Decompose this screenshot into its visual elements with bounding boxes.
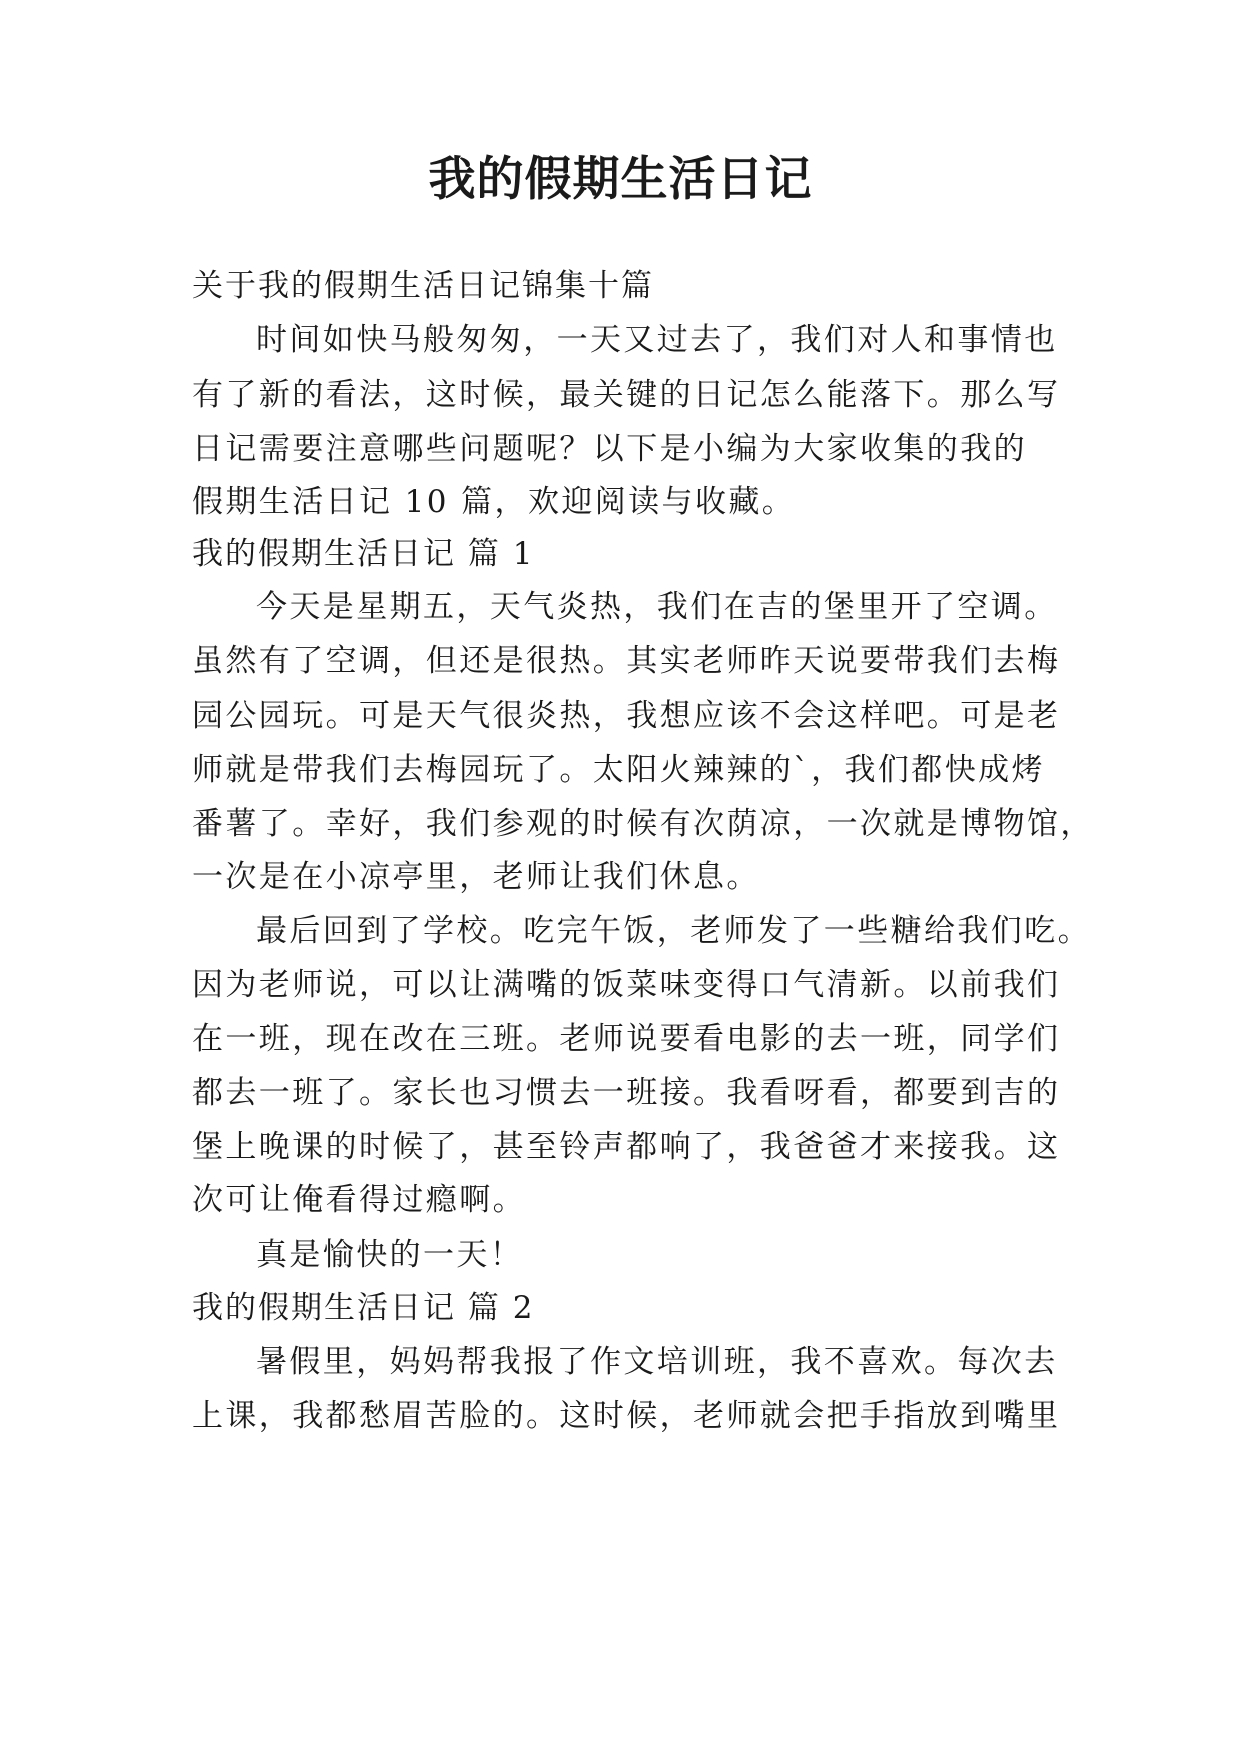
paragraph-line: 园公园玩。可是天气很炎热，我想应该不会这样吧。可是老: [192, 698, 1061, 734]
document-subtitle: 关于我的假期生活日记锦集十篇: [192, 268, 654, 304]
paragraph-line: 假期生活日记 10 篇，欢迎阅读与收藏。: [192, 484, 796, 520]
section-heading: 我的假期生活日记 篇 2: [192, 1290, 535, 1326]
paragraph-line: 一次是在小凉亭里，老师让我们休息。: [192, 859, 760, 895]
paragraph-line: 师就是带我们去梅园玩了。太阳火辣辣的`，我们都快成烤: [192, 752, 1045, 788]
paragraph-line: 番薯了。幸好，我们参观的时候有次荫凉，一次就是博物馆，: [192, 806, 1094, 842]
paragraph-line: 暑假里，妈妈帮我报了作文培训班，我不喜欢。每次去: [256, 1344, 1058, 1380]
paragraph-line: 虽然有了空调，但还是很热。其实老师昨天说要带我们去梅: [192, 643, 1061, 679]
paragraph-line: 上课，我都愁眉苦脸的。这时候，老师就会把手指放到嘴里: [192, 1398, 1061, 1434]
section-heading: 我的假期生活日记 篇 1: [192, 536, 535, 572]
paragraph-line: 在一班，现在改在三班。老师说要看电影的去一班，同学们: [192, 1021, 1061, 1057]
document-title: 我的假期生活日记: [428, 152, 813, 207]
paragraph-line: 都去一班了。家长也习惯去一班接。我看呀看，都要到吉的: [192, 1075, 1061, 1111]
paragraph-line: 今天是星期五，天气炎热，我们在吉的堡里开了空调。: [256, 589, 1058, 625]
paragraph-line: 最后回到了学校。吃完午饭，老师发了一些糖给我们吃。: [256, 913, 1091, 949]
paragraph-line: 次可让俺看得过瘾啊。: [192, 1182, 526, 1218]
paragraph-line: 堡上晚课的时候了，甚至铃声都响了，我爸爸才来接我。这: [192, 1129, 1061, 1165]
paragraph-line: 有了新的看法，这时候，最关键的日记怎么能落下。那么写: [192, 377, 1061, 413]
paragraph-line: 日记需要注意哪些问题呢？以下是小编为大家收集的我的: [192, 431, 1027, 467]
paragraph-line: 真是愉快的一天！: [256, 1237, 524, 1273]
paragraph-line: 因为老师说，可以让满嘴的饭菜味变得口气清新。以前我们: [192, 967, 1061, 1003]
paragraph-line: 时间如快马般匆匆，一天又过去了，我们对人和事情也: [256, 322, 1058, 358]
